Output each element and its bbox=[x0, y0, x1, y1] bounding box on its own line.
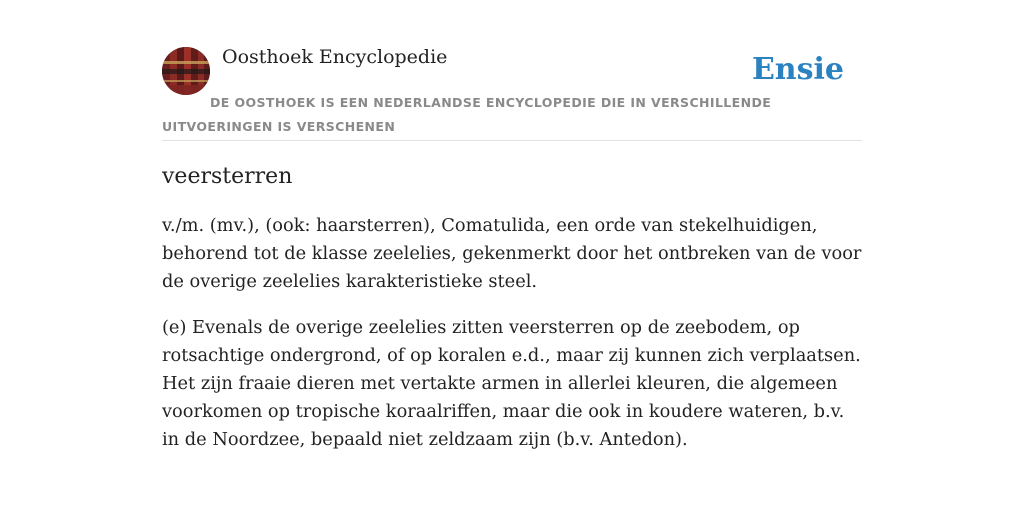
site-name[interactable]: Oosthoek Encyclopedie bbox=[222, 46, 448, 68]
entry-paragraph-definition: v./m. (mv.), (ook: haarsterren), Comatulida, een orde van stekelhuidigen, behorend tot de klasse zeelelies, gekenmerkt door het ontbreken van de voor de overige zeelelies karakteristieke steel. bbox=[162, 215, 862, 292]
site-tagline: DE OOSTHOEK IS EEN NEDERLANDSE ENCYCLOPEDIE DIE IN VERSCHILLENDE UITVOERINGEN IS VERSCHENEN bbox=[162, 95, 772, 134]
brand-logo[interactable]: Ensie bbox=[751, 52, 844, 87]
book-spines-icon[interactable] bbox=[162, 47, 210, 95]
source-header bbox=[162, 44, 862, 141]
entry-title: veersterren bbox=[162, 164, 293, 189]
entry-paragraph-description: (e) Evenals de overige zeelelies zitten veersterren op de zeebodem, op rotsachtige ondergrond, of op koralen e.d., maar zij kunnen zich verplaatsen. Het zijn fraaie dieren met vertakte armen in allerlei kleuren, die algemeen voorkomen op tropische koraalriffen, maar die ook in koudere wateren, b.v. in de Noordzee, bepaald niet zeldzaam zijn (b.v. Antedon). bbox=[162, 317, 861, 450]
entry-card bbox=[162, 44, 862, 454]
